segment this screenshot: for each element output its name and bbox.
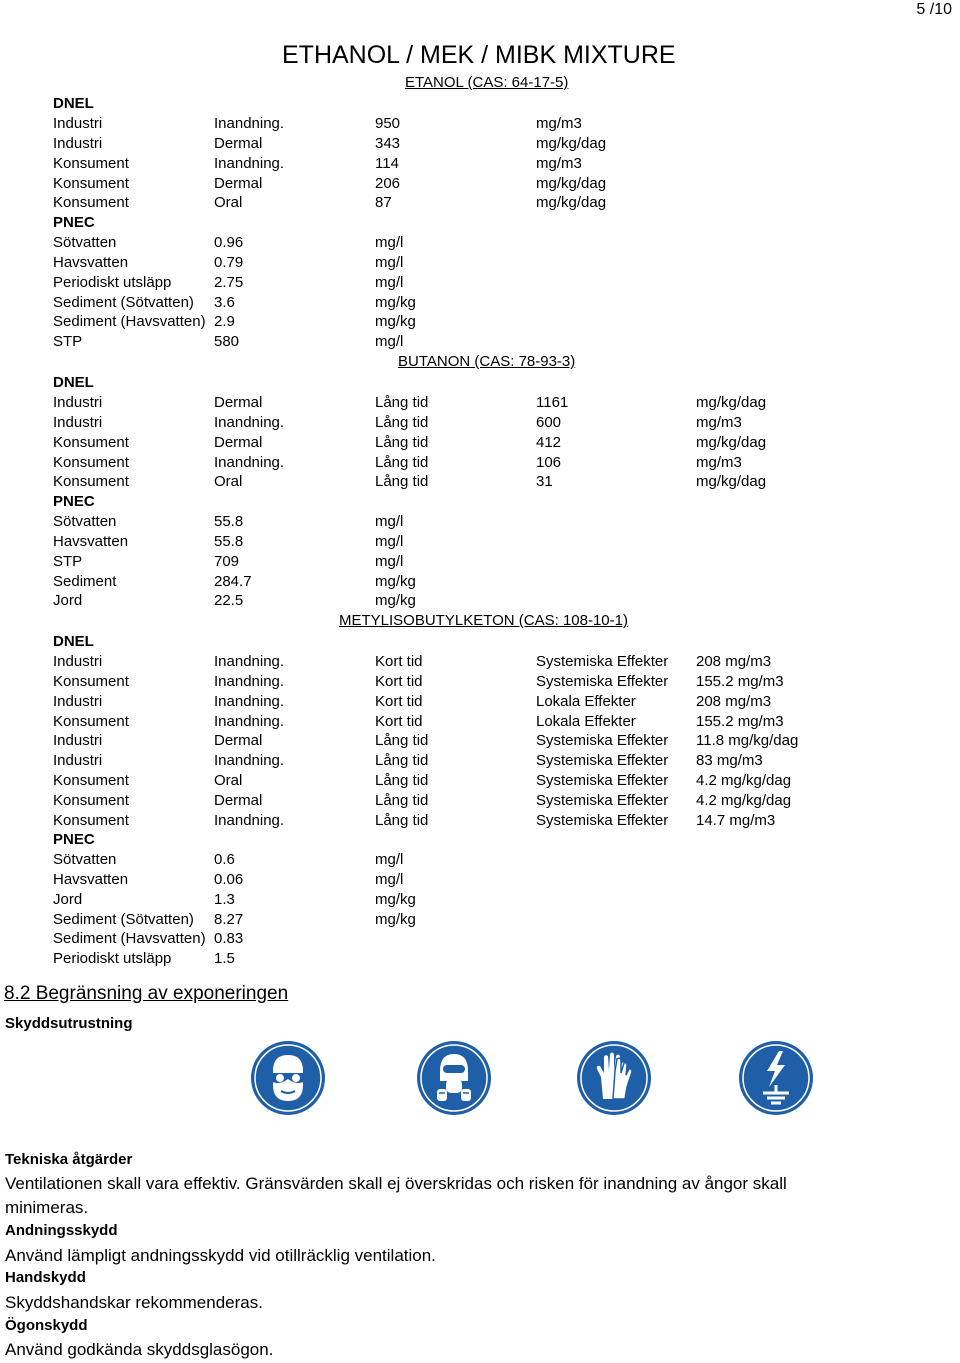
table-cell: 22.5 — [214, 592, 244, 610]
table-cell: Sediment (Havsvatten) — [53, 930, 206, 948]
table-cell: 206 — [375, 174, 401, 192]
table-cell: Lång tid — [375, 453, 429, 471]
table-cell: Sediment (Sötvatten) — [53, 293, 194, 311]
table-cell: mg/l — [375, 253, 404, 271]
table-cell: 11.8 mg/kg/dag — [696, 732, 799, 750]
table-cell: mg/m3 — [536, 154, 582, 172]
table-row — [0, 532, 960, 552]
butanon-pnec-label: PNEC — [53, 493, 95, 510]
respiratory-protection-label: Andningsskydd — [5, 1222, 118, 1239]
mibk-section-title: METYLISOBUTYLKETON (CAS: 108-10-1) — [339, 612, 628, 629]
table-cell: Lång tid — [375, 394, 429, 411]
table-cell: mg/kg — [375, 592, 416, 610]
butanon-dnel-label: DNEL — [53, 374, 94, 391]
mibk-dnel-label: DNEL — [53, 633, 94, 650]
table-cell: mg/kg/dag — [536, 194, 607, 212]
technical-measures-label: Tekniska åtgärder — [5, 1151, 133, 1168]
table-cell: Sötvatten — [53, 234, 117, 251]
face-shield-goggles-icon — [251, 1041, 325, 1115]
table-cell: Kort tid — [375, 712, 423, 730]
table-cell: 3.6 — [214, 293, 235, 311]
table-cell: Systemiska Effekter — [536, 732, 669, 750]
table-row — [0, 273, 960, 293]
table-cell: Inandning. — [214, 115, 285, 132]
table-cell: Industri — [53, 752, 103, 770]
table-cell: mg/l — [375, 552, 404, 570]
table-cell: 208 mg/m3 — [696, 692, 772, 710]
table-cell: Systemiska Effekter — [536, 752, 669, 770]
hand-protection-label: Handskydd — [5, 1269, 86, 1286]
table-row — [0, 929, 960, 949]
table-cell: 950 — [375, 115, 401, 132]
table-cell: Oral — [214, 772, 243, 790]
table-cell: 600 — [536, 413, 562, 431]
table-cell: Lokala Effekter — [536, 712, 636, 730]
respirator-mask-icon — [417, 1041, 491, 1115]
table-row — [0, 712, 960, 732]
table-cell: Lokala Effekter — [536, 692, 636, 710]
table-cell: Dermal — [214, 174, 263, 192]
table-cell: Systemiska Effekter — [536, 772, 669, 790]
table-cell: 155.2 mg/m3 — [696, 712, 784, 730]
table-cell: mg/kg/dag — [696, 433, 767, 451]
table-cell: Industri — [53, 134, 103, 152]
table-cell: Konsument — [53, 174, 129, 192]
table-cell: STP — [53, 552, 83, 570]
table-cell: 709 — [214, 552, 240, 570]
table-cell: 1161 — [536, 394, 569, 411]
table-row — [0, 552, 960, 572]
table-row — [0, 134, 960, 154]
table-cell: mg/kg/dag — [536, 174, 607, 192]
table-cell: Sötvatten — [53, 851, 117, 868]
table-cell: Inandning. — [214, 453, 285, 471]
table-row — [0, 572, 960, 592]
table-row — [0, 672, 960, 692]
table-row — [0, 591, 960, 611]
table-cell: 87 — [375, 194, 392, 212]
table-cell: mg/l — [375, 851, 404, 868]
table-cell: Inandning. — [214, 712, 285, 730]
table-row — [0, 890, 960, 910]
table-cell: 0.83 — [214, 930, 244, 948]
table-row — [0, 692, 960, 712]
table-cell: Konsument — [53, 154, 129, 172]
butanon-section-title: BUTANON (CAS: 78-93-3) — [398, 353, 576, 370]
table-cell: Oral — [214, 473, 243, 491]
table-cell: Industri — [53, 692, 103, 710]
table-cell: Kort tid — [375, 672, 423, 690]
table-cell: Havsvatten — [53, 532, 129, 550]
table-cell: 0.96 — [214, 234, 244, 251]
table-cell: Dermal — [214, 791, 263, 809]
table-cell: Industri — [53, 732, 103, 750]
table-cell: mg/kg/dag — [536, 134, 607, 152]
table-cell: Jord — [53, 890, 83, 908]
hand-protection-text: Skyddshandskar rekommenderas. — [5, 1293, 263, 1312]
table-cell: Sötvatten — [53, 513, 117, 530]
table-cell: Lång tid — [375, 772, 429, 790]
table-cell: Konsument — [53, 772, 129, 790]
table-row — [0, 771, 960, 791]
page-number: 5 /10 — [916, 1, 952, 18]
table-cell: 0.06 — [214, 870, 244, 888]
table-cell: Inandning. — [214, 653, 285, 670]
table-cell: Konsument — [53, 712, 129, 730]
table-cell: 155.2 mg/m3 — [696, 672, 784, 690]
table-cell: Kort tid — [375, 653, 423, 670]
table-cell: Inandning. — [214, 692, 285, 710]
table-cell: mg/l — [375, 273, 404, 291]
protective-gloves-icon — [577, 1041, 651, 1115]
table-cell: mg/l — [375, 513, 404, 530]
table-cell: 2.75 — [214, 273, 244, 291]
table-cell: 4.2 mg/kg/dag — [696, 772, 792, 790]
table-cell: Dermal — [214, 134, 263, 152]
table-cell: mg/m3 — [536, 115, 582, 132]
table-cell: mg/kg — [375, 293, 416, 311]
table-cell: mg/l — [375, 532, 404, 550]
technical-measures-text-line1: Ventilationen skall vara effektiv. Gränsvärden skall ej överskridas och risken för inandning av ångor skall — [5, 1174, 787, 1193]
table-cell: mg/kg/dag — [696, 473, 767, 491]
table-cell: mg/l — [375, 870, 404, 888]
table-cell: Inandning. — [214, 752, 285, 770]
table-cell: 55.8 — [214, 513, 244, 530]
table-cell: 284.7 — [214, 572, 252, 590]
table-cell: Systemiska Effekter — [536, 791, 669, 809]
table-cell: Konsument — [53, 473, 129, 491]
table-row — [0, 850, 960, 870]
table-cell: Lång tid — [375, 732, 429, 750]
table-row — [0, 233, 960, 253]
table-row — [0, 253, 960, 273]
table-row — [0, 811, 960, 831]
table-cell: Lång tid — [375, 791, 429, 809]
table-cell: mg/kg/dag — [696, 394, 767, 411]
table-cell: Dermal — [214, 394, 263, 411]
ppe-label: Skyddsutrustning — [5, 1015, 133, 1032]
table-cell: Dermal — [214, 433, 263, 451]
table-cell: mg/kg — [375, 572, 416, 590]
table-cell: 8.27 — [214, 910, 244, 928]
table-cell: Sediment (Havsvatten) — [53, 313, 206, 331]
table-cell: Havsvatten — [53, 253, 129, 271]
table-row — [0, 949, 960, 969]
table-cell: 1.5 — [214, 950, 235, 968]
table-row — [0, 293, 960, 313]
table-cell: Industri — [53, 413, 103, 431]
table-cell: 343 — [375, 134, 401, 152]
table-cell: Systemiska Effekter — [536, 811, 669, 829]
technical-measures-text-line2: minimeras. — [5, 1198, 89, 1217]
table-cell: 55.8 — [214, 532, 244, 550]
eye-protection-label: Ögonskydd — [5, 1317, 88, 1334]
table-row — [0, 193, 960, 213]
table-cell: STP — [53, 333, 83, 351]
section-8-2-heading: 8.2 Begränsning av exponeringen — [4, 983, 289, 1004]
table-cell: Systemiska Effekter — [536, 672, 669, 690]
table-cell: 412 — [536, 433, 562, 451]
table-cell: Lång tid — [375, 752, 429, 770]
table-cell: mg/l — [375, 333, 404, 351]
table-cell: Lång tid — [375, 413, 429, 431]
table-cell: mg/kg — [375, 890, 416, 908]
table-cell: 580 — [214, 333, 240, 351]
table-cell: Kort tid — [375, 692, 423, 710]
table-cell: Konsument — [53, 194, 129, 212]
table-cell: Inandning. — [214, 811, 285, 829]
table-cell: Industri — [53, 115, 103, 132]
table-cell: 114 — [375, 154, 399, 172]
table-cell: mg/m3 — [696, 413, 742, 431]
respiratory-protection-text: Använd lämpligt andningsskydd vid otillräcklig ventilation. — [5, 1246, 436, 1265]
table-row — [0, 512, 960, 532]
table-row — [0, 731, 960, 751]
table-row — [0, 393, 960, 413]
table-cell: Konsument — [53, 433, 129, 451]
table-cell: mg/kg — [375, 313, 416, 331]
table-cell: 106 — [536, 453, 562, 471]
ethanol-dnel-label: DNEL — [53, 95, 94, 112]
table-row — [0, 433, 960, 453]
table-cell: Oral — [214, 194, 243, 212]
table-cell: Sediment — [53, 572, 117, 590]
table-cell: 14.7 mg/m3 — [696, 811, 776, 829]
table-cell: Konsument — [53, 811, 129, 829]
table-cell: Lång tid — [375, 811, 429, 829]
table-cell: Inandning. — [214, 672, 285, 690]
table-cell: Periodiskt utsläpp — [53, 273, 172, 291]
table-row — [0, 154, 960, 174]
ethanol-section-title: ETANOL (CAS: 64-17-5) — [405, 74, 569, 91]
document-title: ETHANOL / MEK / MIBK MIXTURE — [282, 41, 676, 69]
table-cell: mg/m3 — [696, 453, 742, 471]
table-cell: 31 — [536, 473, 553, 491]
table-cell: 208 mg/m3 — [696, 653, 772, 670]
table-cell: Inandning. — [214, 154, 285, 172]
table-cell: Konsument — [53, 672, 129, 690]
table-cell: mg/kg — [375, 910, 416, 928]
table-cell: Konsument — [53, 453, 129, 471]
table-row — [0, 332, 960, 352]
table-cell: Dermal — [214, 732, 263, 750]
table-cell: Konsument — [53, 791, 129, 809]
table-cell: Periodiskt utsläpp — [53, 950, 172, 968]
table-row — [0, 652, 960, 672]
table-row — [0, 114, 960, 134]
table-cell: Systemiska Effekter — [536, 653, 669, 670]
eye-protection-text: Använd godkända skyddsglasögon. — [5, 1340, 274, 1359]
table-cell: Jord — [53, 592, 83, 610]
table-cell: 0.6 — [214, 851, 235, 868]
table-cell: 1.3 — [214, 890, 235, 908]
table-cell: mg/l — [375, 234, 404, 251]
table-row — [0, 472, 960, 492]
table-cell: Industri — [53, 394, 103, 411]
table-row — [0, 870, 960, 890]
table-cell: 2.9 — [214, 313, 235, 331]
table-cell: 0.79 — [214, 253, 244, 271]
table-cell: Inandning. — [214, 413, 285, 431]
table-row — [0, 453, 960, 473]
table-cell: Sediment (Sötvatten) — [53, 910, 194, 928]
table-row — [0, 413, 960, 433]
table-cell: Lång tid — [375, 433, 429, 451]
table-row — [0, 751, 960, 771]
table-row — [0, 174, 960, 194]
table-row — [0, 910, 960, 930]
table-row — [0, 791, 960, 811]
table-cell: Industri — [53, 653, 103, 670]
antistatic-footwear-icon — [739, 1041, 813, 1115]
ethanol-pnec-label: PNEC — [53, 214, 95, 231]
mibk-pnec-label: PNEC — [53, 831, 95, 848]
table-cell: Lång tid — [375, 473, 429, 491]
table-cell: Havsvatten — [53, 870, 129, 888]
table-row — [0, 312, 960, 332]
table-cell: 83 mg/m3 — [696, 752, 763, 770]
table-cell: 4.2 mg/kg/dag — [696, 791, 792, 809]
